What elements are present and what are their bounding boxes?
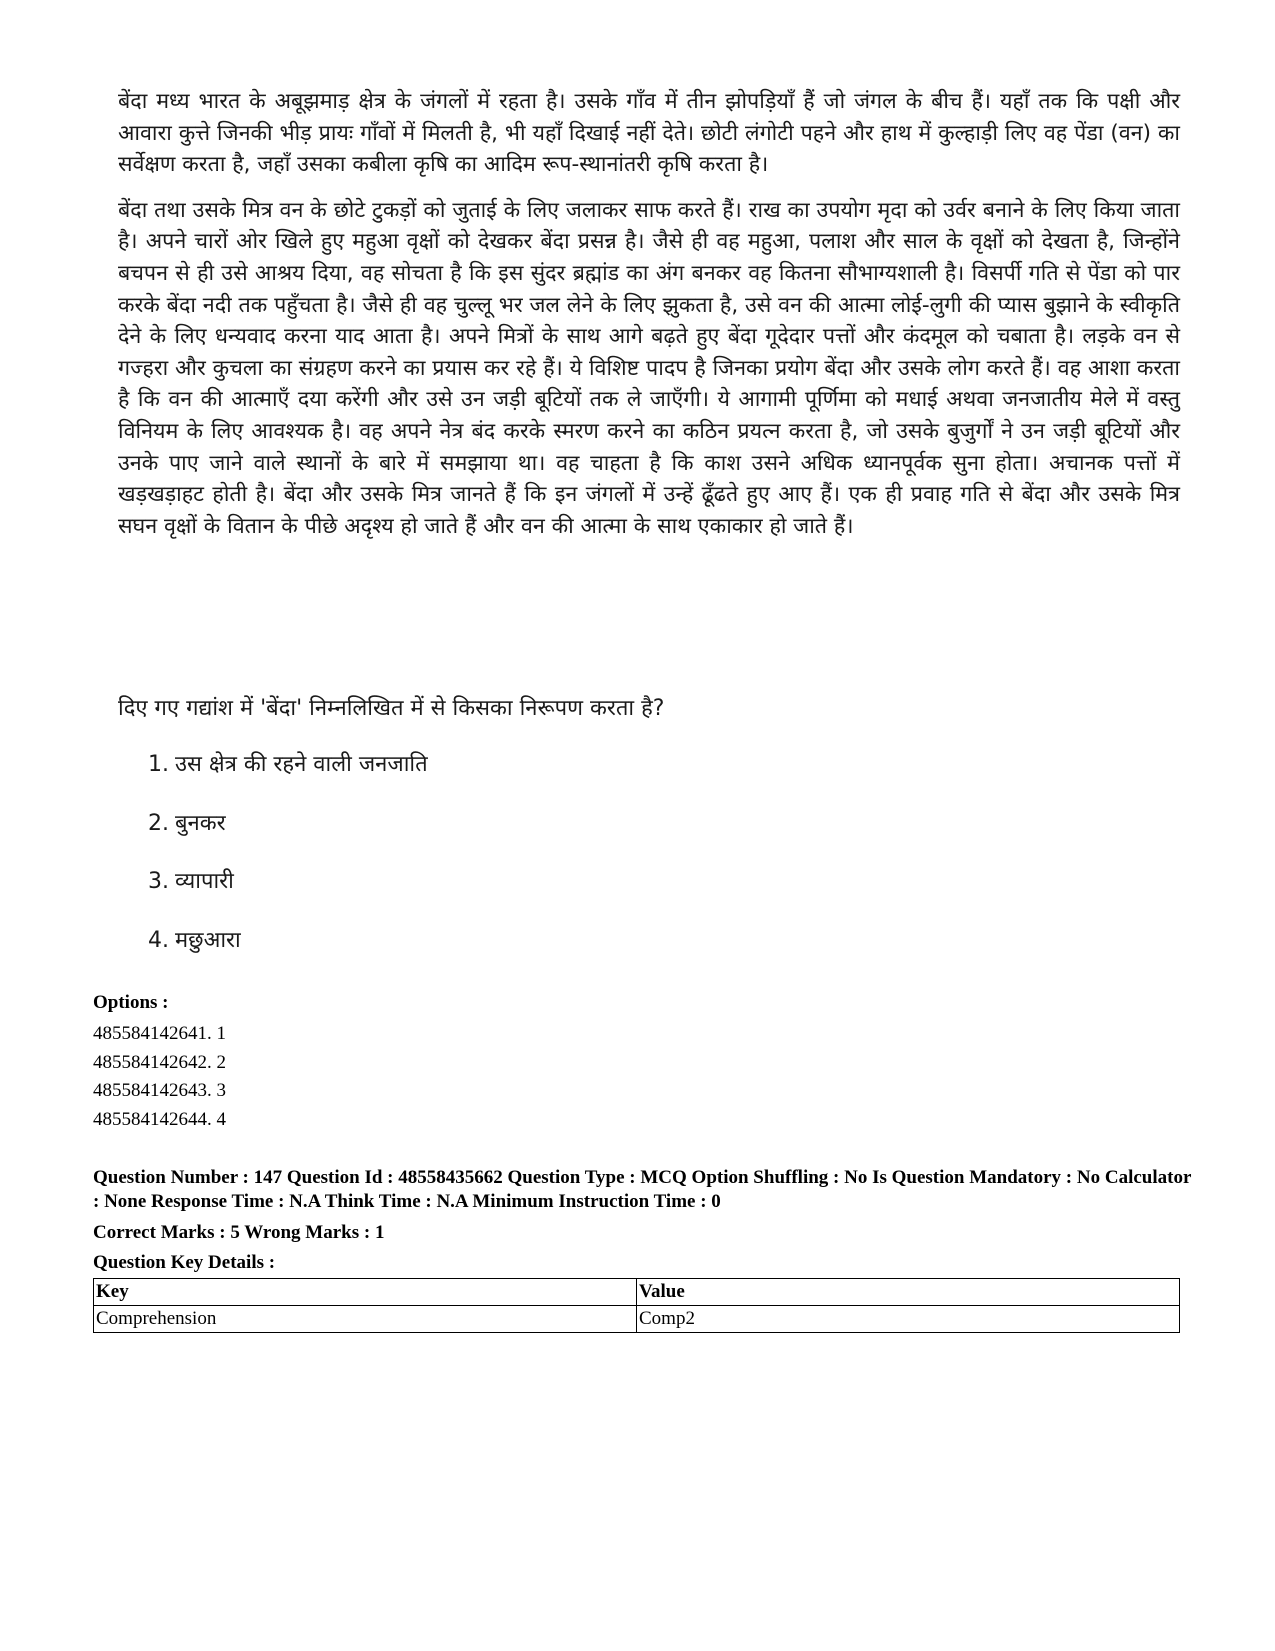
passage-paragraph-2: बेंदा तथा उसके मित्र वन के छोटे टुकड़ों को जुताई के लिए जलाकर साफ करते हैं। राख का उपयोग मृदा को उर्वर बनाने के लिए किया जाता है। अपने चारों ओर खिले हुए महुआ वृक्षों को देखकर बेंदा प्रसन्न है। जैसे ही वह महुआ, पलाश और साल के वृक्षों को देखता है, जिन्होंने बचपन से ही उसे आश्रय दिया, वह सोचता है कि इस सुंदर ब्रह्मांड का अंग बनकर वह कितना सौभाग्यशाली है। विसर्पी गति से पेंडा को पार करके बेंदा नदी तक पहुँचता है। जैसे ही वह चुल्लू भर जल लेने के लिए झुकता है, उसे वन की आत्मा लोई-लुगी की प्यास बुझाने के स्वीकृति देने के लिए धन्यवाद करना याद आता है। अपने मित्रों के साथ आगे बढ़ते हुए बेंदा गूदेदार पत्तों और कंदमूल को चबाता है। लड़के वन से गज्हरा और कुचला का संग्रहण करने का प्रयास कर रहे हैं। ये विशिष्ट पादप है जिनका प्रयोग बेंदा और उसके लोग करते हैं। वह आशा करता है कि वन की आत्माएँ दया करेंगी और उसे उन जड़ी बूटियों तक ले जाएँगी। ये आगामी पूर्णिमा को मधाई अथवा जनजातीय मेले में वस्तु विनियम के लिए आवश्यक है। वह अपने नेत्र बंद करके स्मरण करने का कठिन प्रयत्न करता है, जो उसके बुजुर्गों ने उन जड़ी बूटियों और उनके पाए जाने वाले स्थानों के बारे में समझाया था। वह चाहता है कि काश उसने अधिक ध्यानपूर्वक सुना होता। अचानक पत्तों में खड़खड़ाहट होती है। बेंदा और उसके मित्र जानते हैं कि इन जंगलों में उन्हें ढूँढते हुए आए हैं। एक ही प्रवाह गति से बेंदा और उसके मित्र सघन वृक्षों के वितान के पीछे अदृश्य हो जाते हैं और वन की आत्मा के साथ एकाकार हो जाते हैं। — [118, 197, 1180, 539]
option-id-line: 485584142641. 1 — [93, 1023, 226, 1044]
choice-item — [148, 867, 428, 926]
option-id-list — [93, 1020, 226, 1134]
passage — [118, 86, 1180, 556]
question-text: दिए गए गद्यांश में 'बेंदा' निम्नलिखित में से किसका निरूपण करता है? — [118, 696, 665, 721]
key-cell: Comprehension — [94, 1306, 637, 1333]
option-id-line: 485584142644. 4 — [93, 1108, 226, 1130]
options-label: Options : — [93, 992, 169, 1013]
marks-line: Correct Marks : 5 Wrong Marks : 1 — [93, 1222, 385, 1243]
choice-number: 1. — [148, 752, 169, 777]
passage-paragraph-1: बेंदा मध्य भारत के अबूझमाड़ क्षेत्र के जंगलों में रहता है। उसके गाँव में तीन झोपड़ियाँ हैं जो जंगल के बीच हैं। यहाँ तक कि पक्षी और आवारा कुत्ते जिनकी भीड़ प्रायः गाँवों में मिलती है, भी यहाँ दिखाई नहीं देते। छोटी लंगोटी पहने और हाथ में कुल्हाड़ी लिए वह पेंडा (वन) का सर्वेक्षण करता है, जहाँ उसका कबीला कृषि का आदिम रूप-स्थानांतरी कृषि करता है। — [118, 89, 1180, 178]
choice-item — [148, 809, 428, 868]
choice-text: व्यापारी — [175, 869, 234, 894]
choice-number: 3. — [148, 869, 169, 894]
choice-item — [148, 750, 428, 809]
choice-list — [148, 750, 428, 984]
value-header: Value — [637, 1279, 1180, 1306]
key-table — [93, 1278, 1180, 1333]
choice-text: बुनकर — [175, 810, 226, 836]
choice-number: 2. — [148, 810, 169, 836]
question-meta: Question Number : 147 Question Id : 48558435662 Question Type : MCQ Option Shuffling : No Is Question Mandatory : No Calculator : None Response Time : N.A Think Time : N.A Minimum Instruction Time : 0 — [93, 1167, 1192, 1212]
option-id-line: 485584142643. 3 — [93, 1080, 226, 1101]
key-table-header — [94, 1279, 1180, 1306]
choice-text: उस क्षेत्र की रहने वाली जनजाति — [175, 752, 428, 777]
choice-number: 4. — [148, 927, 169, 953]
choice-item — [148, 926, 428, 985]
value-cell: Comp2 — [637, 1306, 1180, 1333]
key-details-label: Question Key Details : — [93, 1252, 276, 1273]
choice-text: मछुआरा — [175, 927, 241, 953]
option-id-line: 485584142642. 2 — [93, 1051, 226, 1073]
key-header: Key — [94, 1279, 637, 1306]
table-row — [94, 1306, 1180, 1333]
